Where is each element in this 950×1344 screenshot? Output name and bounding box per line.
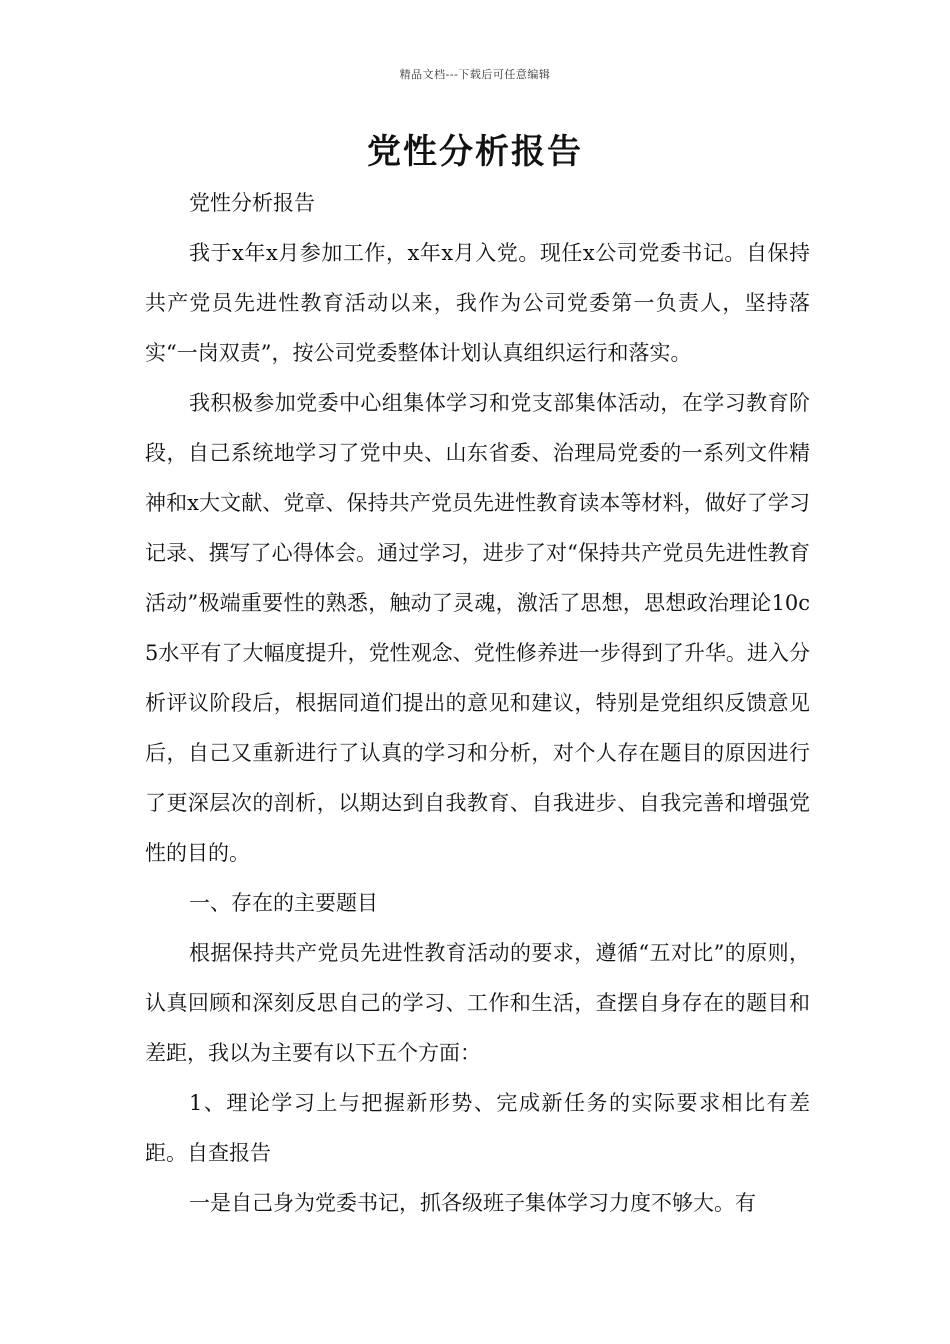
document-body [145,178,810,1228]
paragraph-study: 我积极参加党委中心组集体学习和党支部集体活动，在学习教育阶段，自己系统地学习了党中央、山东省委、治理局党委的一系列文件精神和x大文献、党章、保持共产党员先进性教育读本等材料，做好了学习记录、撰写了心得体会。通过学习，进步了对“保持共产党员先进性教育活动”极端重要性的熟悉，触动了灵魂，激活了思想，思想政治理论10c5水平有了大幅度提升，党性观念、党性修养进一步得到了升华。进入分析评议阶段后，根据同道们提出的意见和建议，特别是党组织反馈意见后，自己又重新进行了认真的学习和分析，对个人存在题目的原因进行了更深层次的剖析，以期达到自我教育、自我进步、自我完善和增强党性的目的。 [145,391,810,865]
paragraph-subtitle: 党性分析报告 [189,191,315,215]
paragraph-intro: 我于x年x月参加工作，x年x月入党。现任x公司党委书记。自保持共产党员先进性教育活动以来，我作为公司党委第一负责人，坚持落实“一岗双责”，按公司党委整体计划认真组织运行和落实。 [145,241,810,365]
paragraph-point-1: 1、理论学习上与把握新形势、完成新任务的实际要求相比有差距。自查报告 [145,1091,810,1165]
section-heading-problems: 一、存在的主要题目 [189,891,378,915]
paragraph-problems-overview: 根据保持共产党员先进性教育活动的要求，遵循“五对比”的原则，认真回顾和深刻反思自己的学习、工作和生活，查摆自身存在的题目和差距，我以为主要有以下五个方面： [145,941,810,1065]
page-header-note: 精品文档---下载后可任意编辑 [399,68,551,81]
paragraph-point-1-detail: 一是自己身为党委书记，抓各级班子集体学习力度不够大。有 [189,1191,756,1215]
document-title: 党性分析报告 [367,132,583,172]
